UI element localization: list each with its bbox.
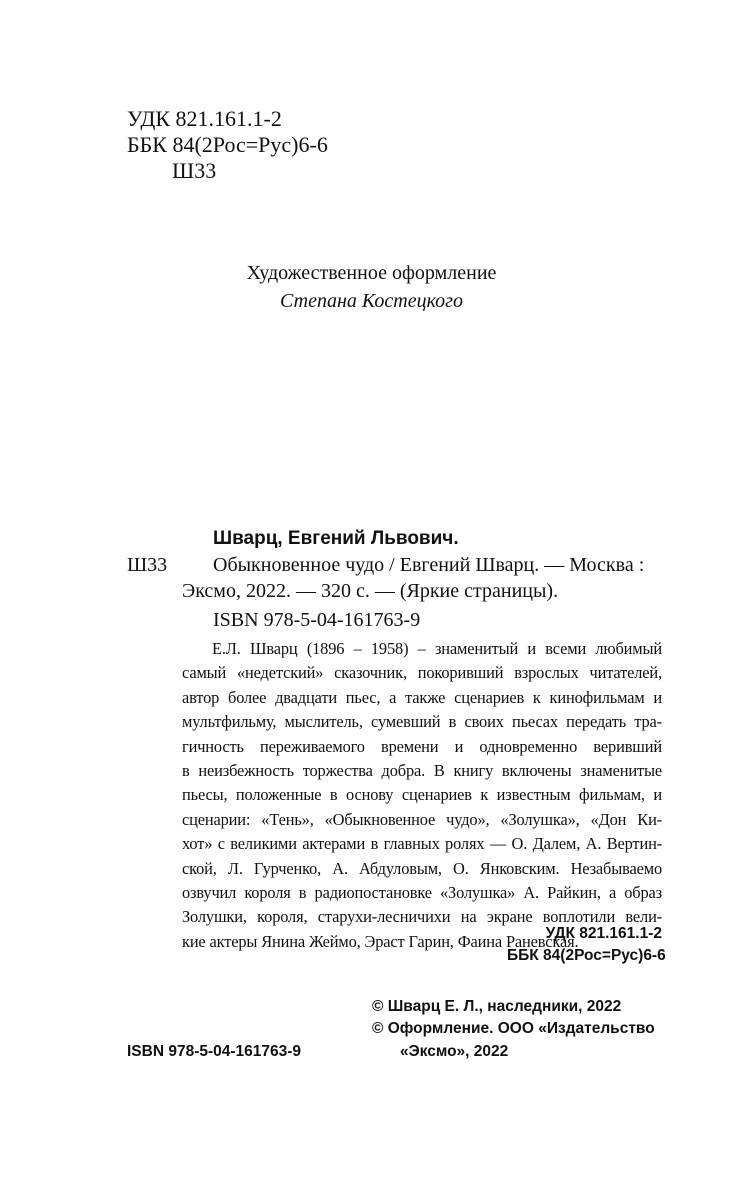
design-credit-label: Художественное оформление [246,262,497,284]
abstract-line: в неизбежность торжества добра. В книгу включены знаменитые [182,760,662,780]
abstract-line: пьесы, положенные в основу сценариев к известным фильмам, и [182,785,662,805]
abstract-line: Золушки, короля, старухи-лесничихи на экране воплотили вели- [182,907,662,927]
catalog-isbn: ISBN 978-5-04-161763-9 [213,609,421,631]
catalog-mark: Ш33 [127,554,168,576]
footer-udk-code: УДК 821.161.1-2 [545,925,662,942]
bbk-code: ББК 84(2Рос=Рус)6-6 [127,132,328,157]
abstract-line: кие актеры Янина Жеймо, Эраст Гарин, Фаина Раневская. [182,931,579,951]
copyright-design: © Оформление. ООО «Издательство [372,1020,655,1037]
catalog-author: Шварц, Евгений Львович. [213,528,459,549]
footer-isbn: ISBN 978-5-04-161763-9 [127,1043,302,1060]
author-mark: Ш33 [172,158,217,183]
abstract-line: Е.Л. Шварц (1896 – 1958) – знаменитый и всеми любимый [212,639,662,658]
abstract-line: сценарии: «Тень», «Обыкновенное чудо», «Золушка», «Дон Ки- [182,809,662,829]
design-credit-artist: Степана Костецкого [280,290,463,312]
catalog-title-line-2: Эксмо, 2022. — 320 с. — (Яркие страницы). [182,580,559,602]
catalog-title-line-1: Обыкновенное чудо / Евгений Шварц. — Москва : [213,554,645,576]
copyright-publisher: «Эксмо», 2022 [400,1043,509,1060]
footer-bbk-code: ББК 84(2Рос=Рус)6-6 [507,947,666,964]
copyright-author: © Шварц Е. Л., наследники, 2022 [372,998,622,1015]
abstract-paragraph [182,637,662,954]
udk-code: УДК 821.161.1-2 [127,106,282,131]
abstract-line: гичность переживаемого времени и одновременно веривший [182,736,662,756]
abstract-line: самый «недетский» сказочник, покоривший взрослых читателей, [182,663,662,683]
abstract-line: хот» с великими актерами в главных ролях — О. Далем, А. Вертин- [182,834,662,854]
abstract-line: ской, Л. Гурченко, А. Абдуловым, О. Янковским. Незабываемо [182,858,662,878]
abstract-line: мультфильму, мыслитель, сумевший в своих пьесах передать тра- [182,712,662,732]
abstract-line: автор более двадцати пьес, а также сценариев к кинофильмам и [182,687,662,707]
abstract-line: озвучил короля в радиопостановке «Золушка» А. Райкин, а образ [182,882,662,902]
